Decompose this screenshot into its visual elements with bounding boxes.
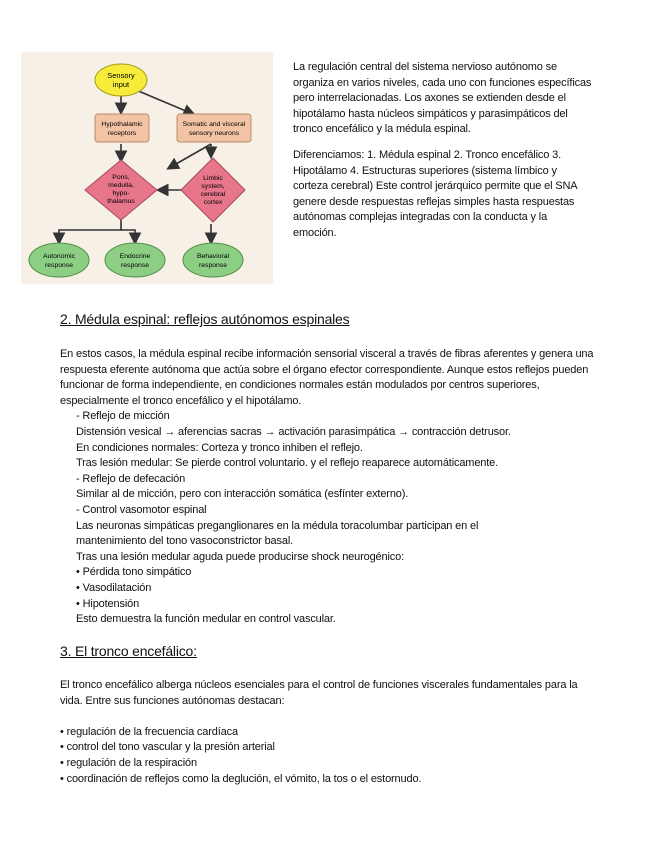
somatic-label-1: Somatic and visceral [182,121,246,128]
brainstem-item-2: • control del tono vascular y la presión arterial [60,741,275,754]
limbic-label-1: Limbic [203,175,223,182]
reflex-miccion-line-1: Distensión vesical → aferencias sacras → activación parasimpática → contracción detrusor. [76,425,511,438]
section-3-heading: 3. El tronco encefálico: [60,643,197,659]
section-3-body [60,678,600,787]
behavioral-response-node [183,243,243,277]
autonomic-label-2: response [45,262,73,269]
reflex-miccion-line-2: En condiciones normales: Corteza y tronco inhiben el reflejo. [76,441,363,454]
vasomotor-title: - Control vasomotor espinal [76,503,207,516]
pons-label-2: medulla, [108,182,134,189]
vasomotor-line-5: • Vasodilatación [76,581,152,594]
behavioral-label-2: response [199,262,227,269]
vasomotor-line-3: Tras una lesión medular aguda puede producirse shock neurogénico: [76,550,405,563]
autonomic-control-diagram [21,52,273,284]
reflex-defecacion-title: - Reflejo de defecación [76,472,186,485]
section-2-intro: En estos casos, la médula espinal recibe información sensorial visceral a través de fibras aferentes y genera una respuesta eferente autónoma que actúa sobre el órgano efector correspondiente. Aunque estos reflejos pueden funcionar de forma independiente, en condiciones normales están modulados por centros superiores, especialmente el tronco encefálico y el hipotálamo. [60,348,594,407]
reflex-miccion-line-3: Tras lesión medular: Se pierde control voluntario. y el reflejo reaparece automáticamente. [76,457,499,470]
intro-paragraph-2: Diferenciamos: 1. Médula espinal 2. Tronco encefálico 3. Hipotálamo 4. Estructuras superiores (sistema límbico y corteza cerebral) Este control jerárquico permite que el SNA genere desde respuestas reflejas simples hasta respuestas autónomas complejas integradas con la conducta y la emoción. [293,148,577,239]
limbic-label-3: cerebral [200,191,226,198]
intro-text [293,60,593,252]
sensory-input-label-1: Sensory [107,71,135,80]
vasomotor-line-4: • Pérdida tono simpático [76,566,192,579]
limbic-label-2: system, [201,183,225,190]
pons-label-1: Pons, [112,174,130,181]
brainstem-item-1: • regulación de la frecuencia cardíaca [60,725,238,738]
section-2-body [60,347,600,628]
somatic-label-2: sensory neurons [188,130,240,137]
endocrine-response-node [105,243,165,277]
brainstem-item-4: • coordinación de reflejos como la deglución, el vómito, la tos o el estornudo. [60,772,422,785]
section-2-heading: 2. Médula espinal: reflejos autónomos espinales [60,311,350,327]
endocrine-label-2: response [121,262,149,269]
diagram-svg [21,52,273,284]
autonomic-response-node [29,243,89,277]
autonomic-label-1: Autonomic [42,253,76,260]
hypothalamic-receptors-node [95,114,149,142]
vasomotor-line-6: • Hipotensión [76,597,140,610]
diagram-arrows [59,90,211,242]
limbic-cortex-node [181,158,245,222]
section-3-intro: El tronco encefálico alberga núcleos esenciales para el control de funciones viscerales fundamentales para la vida. Entre sus funciones autónomas destacan: [60,679,578,707]
pons-label-4: thalamus [107,198,135,205]
reflex-miccion-title: - Reflejo de micción [76,410,170,423]
endocrine-label-1: Endocrine [119,253,151,260]
spacer [60,709,600,725]
vasomotor-line-2: mantenimiento del tono vasoconstrictor basal. [76,535,294,548]
hypothalamic-label-1: Hypothalamic [101,121,143,128]
sensory-input-label-2: input [112,80,130,89]
vasomotor-line-7: Esto demuestra la función medular en control vascular. [76,613,336,626]
limbic-label-4: cortex [203,199,223,206]
reflex-defecacion-line-1: Similar al de micción, pero con interacción somática (esfínter externo). [76,488,409,501]
hypothalamic-label-2: receptors [107,130,137,137]
intro-paragraph-1: La regulación central del sistema nervioso autónomo se organiza en varios niveles, cada uno con funciones específicas pero interrelacionadas. Los axones se extienden desde el hipotálamo hasta núcleos simpáticos y parasimpáticos del tronco encefálico y la médula espinal. [293,61,592,136]
pons-label-3: hypo- [112,190,130,197]
somatic-visceral-neurons-node [177,114,251,142]
brainstem-item-3: • regulación de la respiración [60,756,197,769]
vasomotor-line-1: Las neuronas simpáticas preganglionares en la médula toracolumbar participan en el [76,519,479,532]
behavioral-label-1: Behavioral [196,253,230,260]
